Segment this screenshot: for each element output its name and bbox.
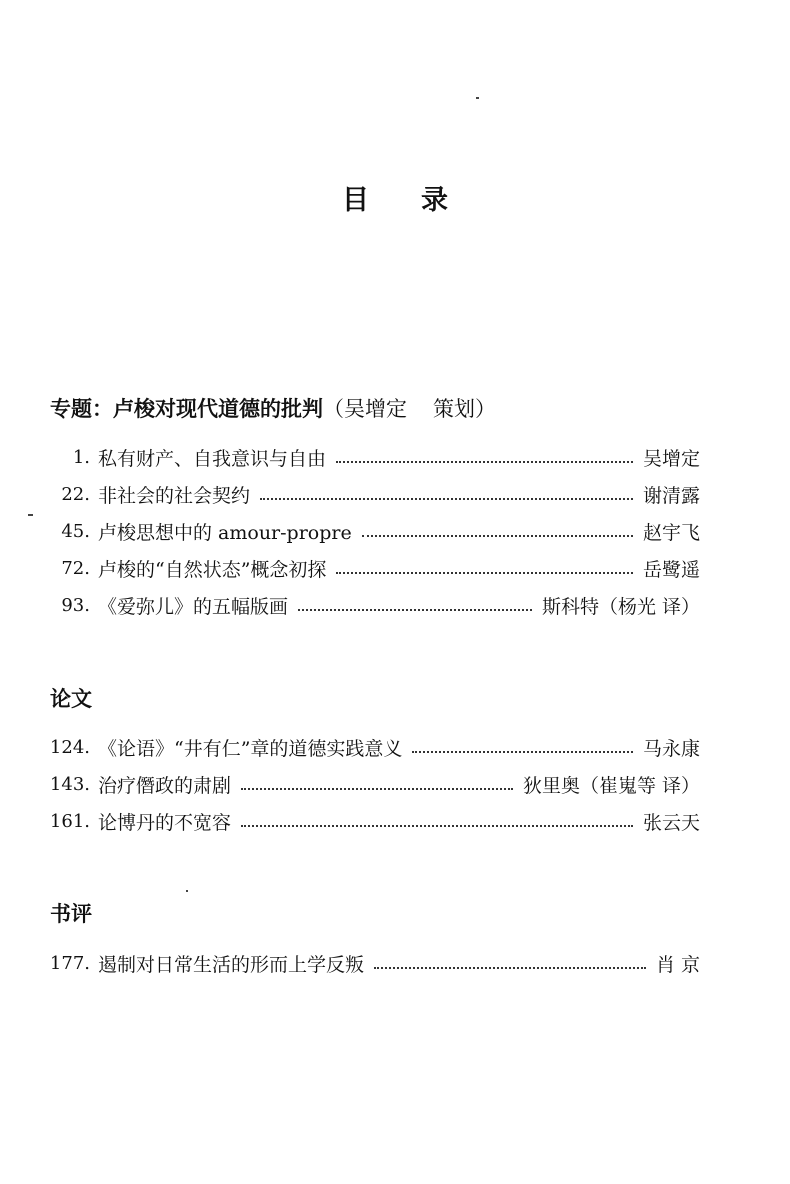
entry-page-number: 45. <box>61 520 90 542</box>
section-heading-text: 专题：卢梭对现代道德的批判 <box>50 397 323 421</box>
dot-leader <box>374 966 646 969</box>
dot-leader <box>336 460 633 463</box>
entry-page-number: 72. <box>61 557 90 579</box>
entry-author: 岳鹭遥 <box>642 558 700 581</box>
curator-close-paren: ） <box>475 397 496 421</box>
entry-author: 斯科特（杨光 译） <box>541 595 700 618</box>
entry-author: 张云天 <box>642 811 700 834</box>
toc-entry[interactable] <box>40 551 700 585</box>
dot-leader <box>241 787 513 790</box>
stray-mark-left <box>28 514 33 516</box>
stray-mark-middle <box>186 890 188 892</box>
entry-title: 遏制对日常生活的形而上学反叛 <box>98 953 365 976</box>
entry-title: 卢梭思想中的 amour-propre <box>98 521 352 544</box>
dot-leader <box>260 497 633 500</box>
curator-role: 策划 <box>433 397 475 421</box>
dot-leader <box>336 571 633 574</box>
entry-title: 卢梭的“自然状态”概念初探 <box>98 558 327 581</box>
entry-author: 赵宇飞 <box>642 521 700 544</box>
entry-title: 《爱弥儿》的五幅版画 <box>98 595 289 618</box>
curator-note <box>323 397 496 421</box>
entry-page-number: 161. <box>49 810 90 832</box>
entry-title: 私有财产、自我意识与自由 <box>98 447 327 470</box>
curator-name: 吴增定 <box>344 397 407 421</box>
dot-leader <box>298 608 532 611</box>
entry-page-number: 1. <box>72 446 90 468</box>
toc-entry[interactable] <box>40 514 700 548</box>
section-heading-book-reviews <box>50 898 92 928</box>
entry-page-number: 177. <box>49 952 90 974</box>
toc-entry[interactable] <box>40 946 700 980</box>
toc-entry[interactable] <box>40 804 700 838</box>
dot-leader <box>412 750 633 753</box>
entry-page-number: 22. <box>61 483 90 505</box>
section-heading-text: 书评 <box>50 902 92 926</box>
toc-entry[interactable] <box>40 477 700 511</box>
entry-title: 治疗僭政的肃剧 <box>98 774 232 797</box>
section-heading-special-topic <box>50 393 496 423</box>
entry-title: 《论语》“井有仁”章的道德实践意义 <box>98 737 403 760</box>
page-title <box>0 178 790 217</box>
entry-author: 吴增定 <box>642 447 700 470</box>
section-heading-papers <box>50 683 92 713</box>
entry-title: 非社会的社会契约 <box>98 484 251 507</box>
dot-leader <box>362 534 633 537</box>
stray-mark-top <box>476 97 479 99</box>
entry-author: 马永康 <box>642 737 700 760</box>
title-char: 目 <box>342 185 369 216</box>
entry-author: 肖 京 <box>655 953 700 976</box>
entry-author: 谢清露 <box>642 484 700 507</box>
toc-entry[interactable] <box>40 730 700 764</box>
entry-page-number: 93. <box>61 594 90 616</box>
title-char: 录 <box>421 185 448 216</box>
dot-leader <box>241 824 633 827</box>
entry-page-number: 124. <box>49 736 90 758</box>
toc-entry[interactable] <box>40 767 700 801</box>
toc-entry[interactable] <box>40 588 700 622</box>
toc-entry[interactable] <box>40 440 700 474</box>
curator-open-paren: （ <box>323 397 344 421</box>
entry-title: 论博丹的不宽容 <box>98 811 232 834</box>
section-heading-text: 论文 <box>50 687 92 711</box>
entry-page-number: 143. <box>49 773 90 795</box>
entry-author: 狄里奥（崔嵬等 译） <box>522 774 700 797</box>
